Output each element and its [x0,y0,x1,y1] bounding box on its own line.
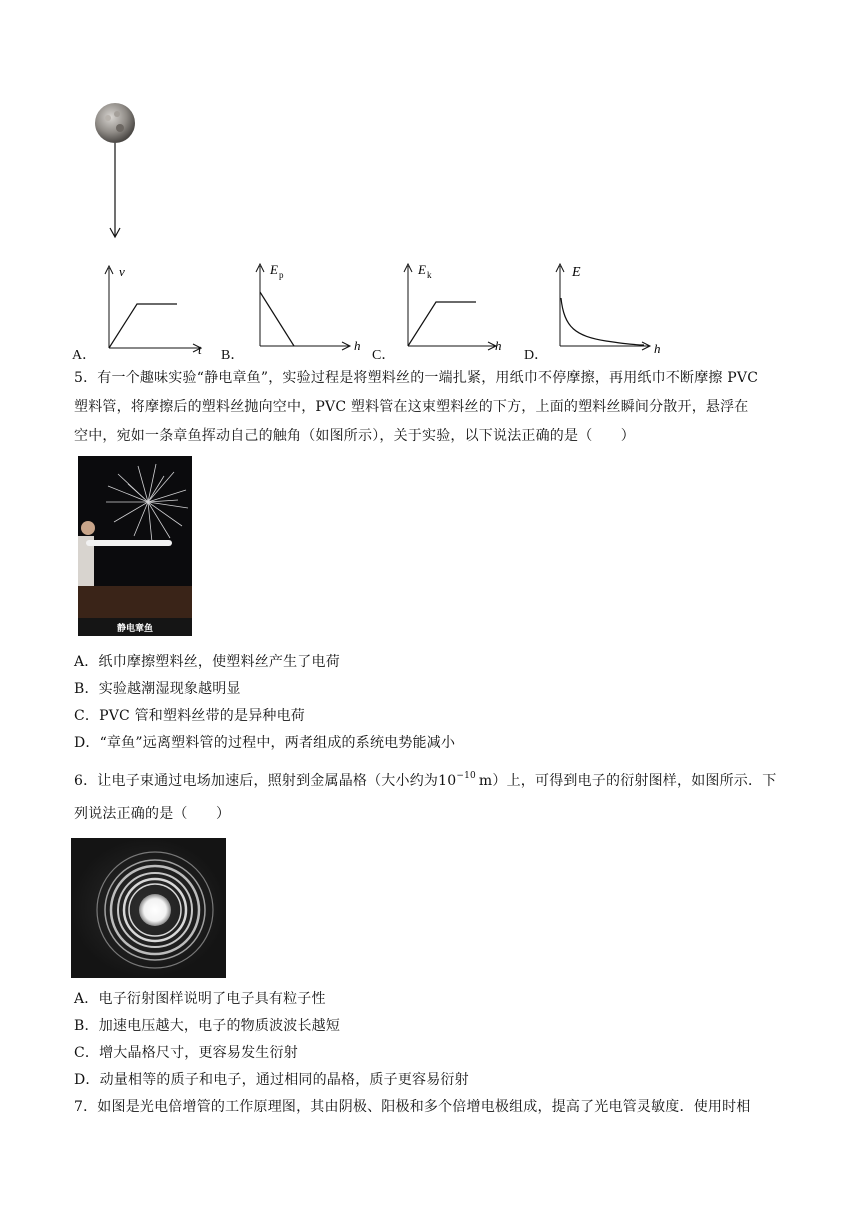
graph-b-y-label: E [270,262,278,277]
graph-b-potential-energy-height [246,258,366,353]
q6-choice-b: B．加速电压越大，电子的物质波波长越短 [74,1018,341,1034]
q6-text-line-2: 列说法正确的是（ ） [74,806,231,822]
graph-d-mechanical-energy-height [546,258,671,353]
q6-line1-unit: m [478,773,493,789]
option-c-label: C． [372,348,396,363]
q6-line1-post: ）上，可得到电子的衍射图样，如图所示．下 [492,773,777,789]
graph-b-y-subscript: p [279,270,284,280]
q5-choice-c: C．PVC 管和塑料丝带的是异种电荷 [74,708,306,724]
q5-text-line-2: 塑料管，将摩擦后的塑料丝抛向空中，PVC 塑料管在这束塑料丝的下方，上面的塑料丝瞬间分散开，悬浮在 [74,399,749,415]
graph-b-x-label: h [354,338,361,353]
static-octopus-photo [78,456,192,636]
option-b-label: B． [221,348,245,363]
q6-line1-base: 10 [438,773,457,789]
graph-c-y-label: E [418,262,426,277]
option-d-label: D． [524,348,549,363]
falling-ball-figure [90,100,150,245]
graph-d-y-label: E [572,265,581,280]
option-a-label: A． [72,348,97,363]
graph-a-velocity-time [95,262,210,357]
q7-text-line-1: 7．如图是光电倍增管的工作原理图，其由阴极、阳极和多个倍增电极组成，提高了光电管灵敏度．使用时相 [74,1099,751,1115]
graph-a-x-label: t [198,342,202,357]
electron-diffraction-image [71,838,226,978]
q5-choice-a: A．纸巾摩擦塑料丝，使塑料丝产生了电荷 [74,654,340,670]
q6-text-line-1 [74,771,776,793]
photo-caption: 静电章鱼 [116,623,154,633]
q6-choice-d: D．动量相等的质子和电子，通过相同的晶格，质子更容易衍射 [74,1072,469,1088]
q5-text-line-1: 5．有一个趣味实验“静电章鱼”，实验过程是将塑料丝的一端扎紧，用纸巾不停摩擦，再用纸巾不断摩擦 PVC [74,370,759,386]
q6-choice-a: A．电子衍射图样说明了电子具有粒子性 [74,991,326,1007]
q6-line1-exponent: −10 [456,771,476,781]
q5-choice-d: D．“章鱼”远离塑料管的过程中，两者组成的系统电势能减小 [74,735,456,751]
graph-c-y-subscript: k [427,270,432,280]
q5-choice-b: B．实验越潮湿现象越明显 [74,681,241,697]
q6-choice-c: C．增大晶格尺寸，更容易发生衍射 [74,1045,298,1061]
graph-c-kinetic-energy-height [394,258,509,353]
q6-line1-pre: 6．让电子束通过电场加速后，照射到金属晶格（大小约为 [74,773,439,789]
graph-c-x-label: h [495,338,502,353]
graph-a-y-label: v [119,264,125,279]
graph-d-x-label: h [654,341,661,353]
q5-text-line-3: 空中，宛如一条章鱼挥动自己的触角（如图所示），关于实验，以下说法正确的是（ ） [74,428,635,444]
